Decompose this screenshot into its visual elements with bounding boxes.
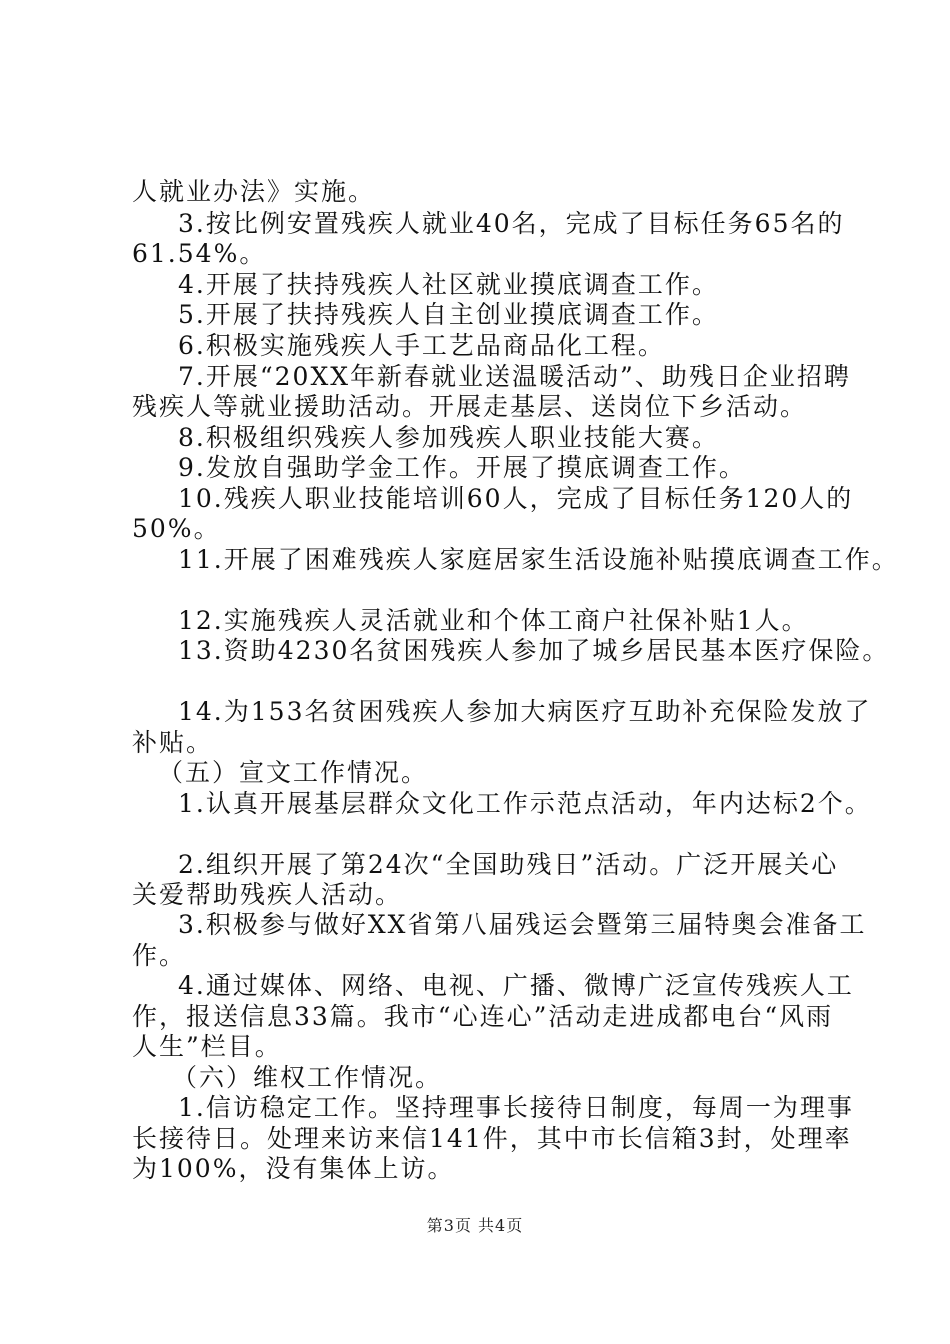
text-line: 13.资助4230名贫困残疾人参加了城乡居民基本医疗保险。 <box>178 636 890 665</box>
text-line: 5.开展了扶持残疾人自主创业摸底调查工作。 <box>178 300 719 329</box>
text-line: 10.残疾人职业技能培训60人，完成了目标任务120人的 <box>178 484 854 513</box>
text-line: 3.积极参与做好XX省第八届残运会暨第三届特奥会准备工 <box>178 910 867 939</box>
text-line: 关爱帮助残疾人活动。 <box>132 880 403 909</box>
text-line: 6.积极实施残疾人手工艺品商品化工程。 <box>178 331 665 360</box>
text-line: 作。 <box>132 941 187 970</box>
section-heading: （五）宣文工作情况。 <box>158 758 429 787</box>
section-heading: （六）维权工作情况。 <box>172 1063 443 1092</box>
text-line: 8.积极组织残疾人参加残疾人职业技能大赛。 <box>178 423 719 452</box>
text-line: 人就业办法》实施。 <box>132 177 376 206</box>
text-line: 1.信访稳定工作。坚持理事长接待日制度，每周一为理事 <box>178 1093 854 1122</box>
text-line: 3.按比例安置残疾人就业40名，完成了目标任务65名的 <box>178 209 845 238</box>
text-line: 7.开展“20XX年新春就业送温暖活动”、助残日企业招聘 <box>178 362 851 391</box>
text-line: 1.认真开展基层群众文化工作示范点活动，年内达标2个。 <box>178 789 872 818</box>
text-line: 人生”栏目。 <box>132 1032 282 1061</box>
text-line: 4.通过媒体、网络、电视、广播、微博广泛宣传残疾人工 <box>178 971 854 1000</box>
text-line: 2.组织开展了第24次“全国助残日”活动。广泛开展关心 <box>178 850 839 879</box>
text-line: 为100%，没有集体上访。 <box>132 1154 455 1183</box>
text-line: 4.开展了扶持残疾人社区就业摸底调查工作。 <box>178 270 719 299</box>
text-line: 50%。 <box>132 514 221 543</box>
text-line: 11.开展了困难残疾人家庭居家生活设施补贴摸底调查工作。 <box>178 545 899 574</box>
text-line: 长接待日。处理来访来信141件，其中市长信箱3封，处理率 <box>132 1124 852 1153</box>
text-line: 14.为153名贫困残疾人参加大病医疗互助补充保险发放了 <box>178 697 872 726</box>
text-line: 作，报送信息33篇。我市“心连心”活动走进成都电台“风雨 <box>132 1002 834 1031</box>
text-line: 补贴。 <box>132 728 214 757</box>
page-footer: 第3页 共4页 <box>426 1216 524 1235</box>
text-line: 残疾人等就业援助活动。开展走基层、送岗位下乡活动。 <box>132 392 808 421</box>
text-line: 12.实施残疾人灵活就业和个体工商户社保补贴1人。 <box>178 606 809 635</box>
text-line: 9.发放自强助学金工作。开展了摸底调查工作。 <box>178 453 746 482</box>
text-line: 61.54%。 <box>132 239 267 268</box>
